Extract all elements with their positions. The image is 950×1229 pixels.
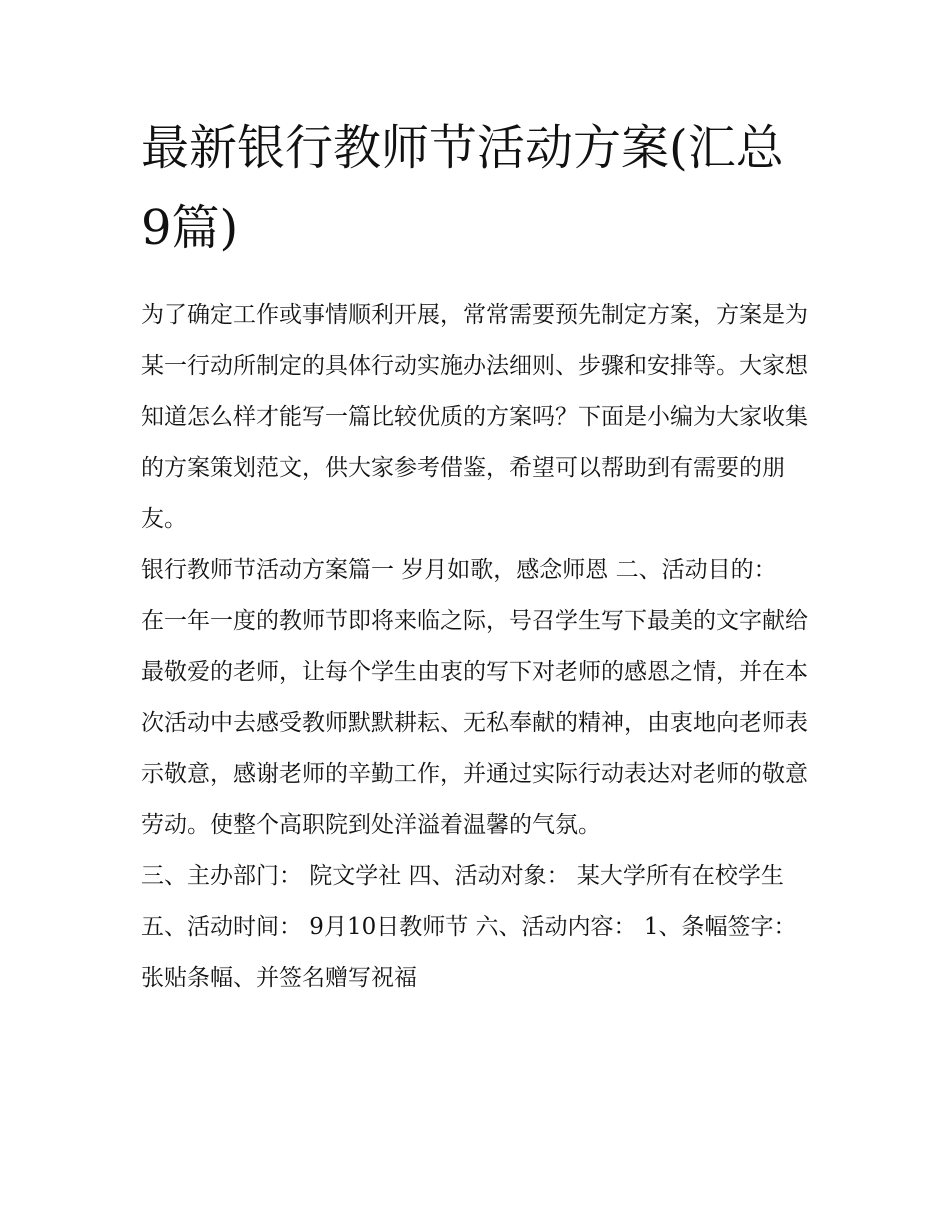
purpose-paragraph: 在一年一度的教师节即将来临之际，号召学生写下最美的文字献给最敬爱的老师，让每个学生由衷的写下对老师的感恩之情，并在本次活动中去感受教师默默耕耘、无私奉献的精神，由衷地向老师表示敬意，感谢老师的辛勤工作，并通过实际行动表达对老师的敬意劳动。使整个高职院到处洋溢着温馨的气氛。: [141, 608, 808, 838]
details-paragraph: 三、主办部门： 院文学社 四、活动对象： 某大学所有在校学生 五、活动时间： 9月10日教师节 六、活动内容： 1、条幅签字：张贴条幅、并签名赠写祝福: [141, 863, 797, 991]
intro-paragraph: 为了确定工作或事情顺利开展，常常需要预先制定方案，方案是为某一行动所制定的具体行动实施办法细则、步骤和安排等。大家想知道怎么样才能写一篇比较优质的方案吗？下面是小编为大家收集的方案策划范文，供大家参考借鉴，希望可以帮助到有需要的朋友。: [141, 302, 808, 532]
section-heading-paragraph: 银行教师节活动方案篇一 岁月如歌，感念师恩 二、活动目的：: [141, 557, 777, 583]
document-body: [141, 290, 813, 1004]
document-title: 最新银行教师节活动方案(汇总9篇): [141, 120, 784, 256]
document-page: [141, 108, 813, 1004]
